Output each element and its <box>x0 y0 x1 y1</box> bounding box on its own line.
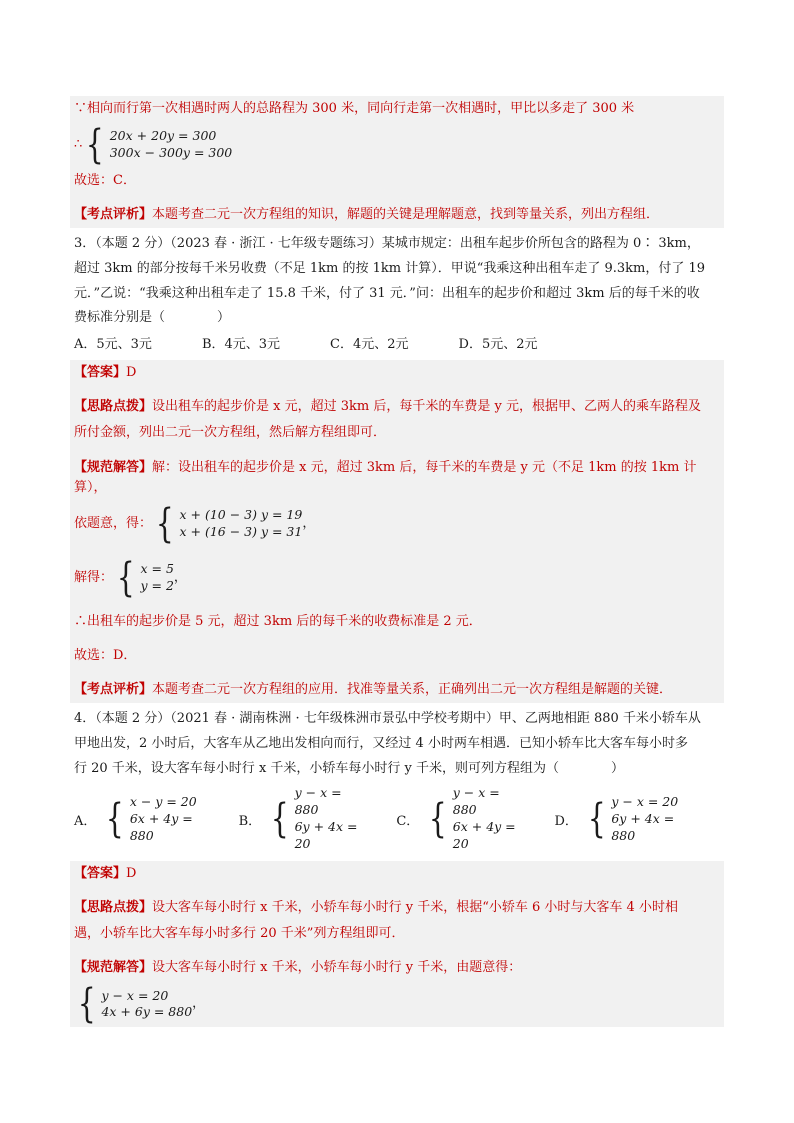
option-a: A．5元、3元 <box>74 337 152 353</box>
question-text: 行 20 千米，设大客车每小时行 x 千米，小轿车每小时行 y 千米，则可列方程组为（ ） <box>74 760 625 776</box>
equation: 300x − 300y = 300 <box>109 145 233 161</box>
question-text: 超过 3km 的部分按每千米另收费（不足 1km 的按 1km 计算）．甲说“我乘这种出租车走了 9.3km，付了 19 <box>74 261 706 277</box>
analysis-line <box>70 677 724 703</box>
question-text: 元．”乙说：“我乘这种出租车走了 15.8 千米，付了 31 元．”问：出租车的起步价和超过 3km 后的每千米的收 <box>74 285 700 301</box>
solve-label: 解得： <box>74 569 114 585</box>
answer-value: D <box>126 865 137 881</box>
setup-row: 依题意，得： { x + (10 − 3) y = 19 x + (16 − 3) y = 31 ， <box>74 500 316 547</box>
question-text: 3．（本题 2 分）（2023 春 · 浙江 · 七年级专题练习）某城市规定：出租车起步价所包含的路程为 0∶ 3km， <box>74 236 700 252</box>
question-text: 费标准分别是（ ） <box>74 310 231 326</box>
equation: 4x + 6y = 880 <box>101 1004 193 1020</box>
options-row <box>70 783 724 855</box>
solution-block-q4 <box>70 861 724 1028</box>
hint-text: 设大客车每小时行 x 千米，小轿车每小时行 y 千米，根据“小轿车 6 小时与大客车 4 小时相 <box>152 900 678 915</box>
option-b: B．4元、3元 <box>201 337 281 353</box>
equation-system: { y − x = 20 4x + 6y = 880 <box>77 981 193 1028</box>
equation-system-row <box>70 122 724 168</box>
equation: 20x + 20y = 300 <box>109 128 217 144</box>
solution-line <box>70 955 724 981</box>
equation-system: { 20x + 20y = 300 300x − 300y = 300 <box>86 122 233 169</box>
analysis-text: 本题考查二元一次方程组的知识，解题的关键是理解题意，找到等量关系，列出方程组． <box>152 207 660 223</box>
equation: y = 2 <box>140 577 174 593</box>
hint-text: 所付金额，列出二元一次方程组，然后解方程组即可． <box>74 425 387 441</box>
equation: x + (10 − 3) y = 19 <box>179 507 303 522</box>
equation: x + (16 − 3) y = 31 <box>179 523 303 539</box>
equation: y − x = 20 <box>101 987 169 1003</box>
equation: y − x = 20 <box>611 793 679 809</box>
option-c: C． { y − x = 880 6x + 4y = 20 <box>396 785 518 853</box>
question-text: 甲地出发，2 小时后，大客车从乙地出发相向而行，又经过 4 小时两车相遇．已知小轿车比大客车每小时多 <box>74 735 688 751</box>
answer-line <box>70 360 724 386</box>
analysis-text: 本题考查二元一次方程组的应用．找准等量关系，正确列出二元一次方程组是解题的关键． <box>152 682 673 698</box>
options-row <box>70 331 724 354</box>
equation-system: { x + (10 − 3) y = 19 x + (16 − 3) y = 31 <box>155 500 303 547</box>
answer-tag: 【答案】 <box>74 865 127 881</box>
option-c: C．4元、2元 <box>330 337 409 353</box>
equation: 6y + 4x = 20 <box>294 819 358 851</box>
solution-tag: 【规范解答】 <box>74 960 153 976</box>
solution-block-q2 <box>70 96 724 228</box>
conclusion-line: ∴出租车的起步价是 5 元，超过 3km 后的每千米的收费标准是 2 元． <box>74 613 482 629</box>
setup-label: 依题意，得： <box>74 515 153 531</box>
answer-line <box>70 861 724 887</box>
solve-row: 解得： { x = 5 y = 2 ， <box>74 554 187 601</box>
solution-text: 解：设出租车的起步价是 x 元，超过 3km 后，每千米的车费是 y 元（不足 1km 的按 1km 计算）， <box>74 459 697 495</box>
solution-text: 设大客车每小时行 x 千米，小轿车每小时行 y 千米，由题意得： <box>152 960 522 976</box>
equation: x − y = 20 <box>129 793 197 809</box>
solution-block-q3 <box>70 360 724 703</box>
solution-tag: 【规范解答】 <box>74 459 153 475</box>
option-b: B． { y − x = 880 6y + 4x = 20 <box>239 785 361 853</box>
option-d: D．5元、2元 <box>458 337 538 353</box>
question-3 <box>70 232 724 354</box>
hint-line <box>70 394 724 420</box>
equation: 6x + 4y = 20 <box>452 819 516 851</box>
question-text: 4．（本题 2 分）（2021 春 · 湖南株洲 · 七年级株洲市景弘中学校考期中）甲、乙两地相距 880 千米小轿车从 <box>74 711 701 727</box>
equation: 6y + 4x = 880 <box>611 810 675 843</box>
final-choice: 故选：C． <box>74 173 136 189</box>
equation: y − x = 880 <box>452 785 500 818</box>
therefore-symbol: ∴ <box>74 137 83 153</box>
answer-value: D <box>126 365 137 381</box>
solution-system-row: { y − x = 20 4x + 6y = 880 ， <box>70 981 724 1027</box>
hint-text: 设出租车的起步价是 x 元，超过 3km 后，每千米的车费是 y 元，根据甲、乙两人的乘车路程及 <box>152 399 701 415</box>
equation: 6x + 4y = 880 <box>129 810 193 843</box>
option-d: D． { y − x = 20 6y + 4x = 880 <box>554 785 684 853</box>
hint-tag: 【思路点拨】 <box>74 399 153 415</box>
hint-tag: 【思路点拨】 <box>74 900 153 915</box>
reasoning-line: ∵相向而行第一次相遇时两人的总路程为 300 米，同向行走第一次相遇时，甲比以多走了 300 米 <box>74 101 635 116</box>
equation: y − x = 880 <box>294 785 342 818</box>
analysis-tag: 【考点评析】 <box>74 207 153 223</box>
analysis-tag: 【考点评析】 <box>74 682 153 698</box>
final-choice: 故选：D． <box>74 648 137 664</box>
answer-tag: 【答案】 <box>74 365 127 381</box>
option-a: A． { x − y = 20 6x + 4y = 880 <box>74 785 203 853</box>
hint-line <box>70 895 724 921</box>
hint-text: 遇，小轿车比大客车每小时多行 20 千米”列方程组即可． <box>74 926 405 942</box>
analysis-line <box>70 202 724 228</box>
solution-line <box>70 455 724 501</box>
question-4 <box>70 707 724 855</box>
page-content <box>70 96 724 1027</box>
equation: x = 5 <box>140 561 174 576</box>
equation-system: { x = 5 y = 2 <box>116 554 174 601</box>
